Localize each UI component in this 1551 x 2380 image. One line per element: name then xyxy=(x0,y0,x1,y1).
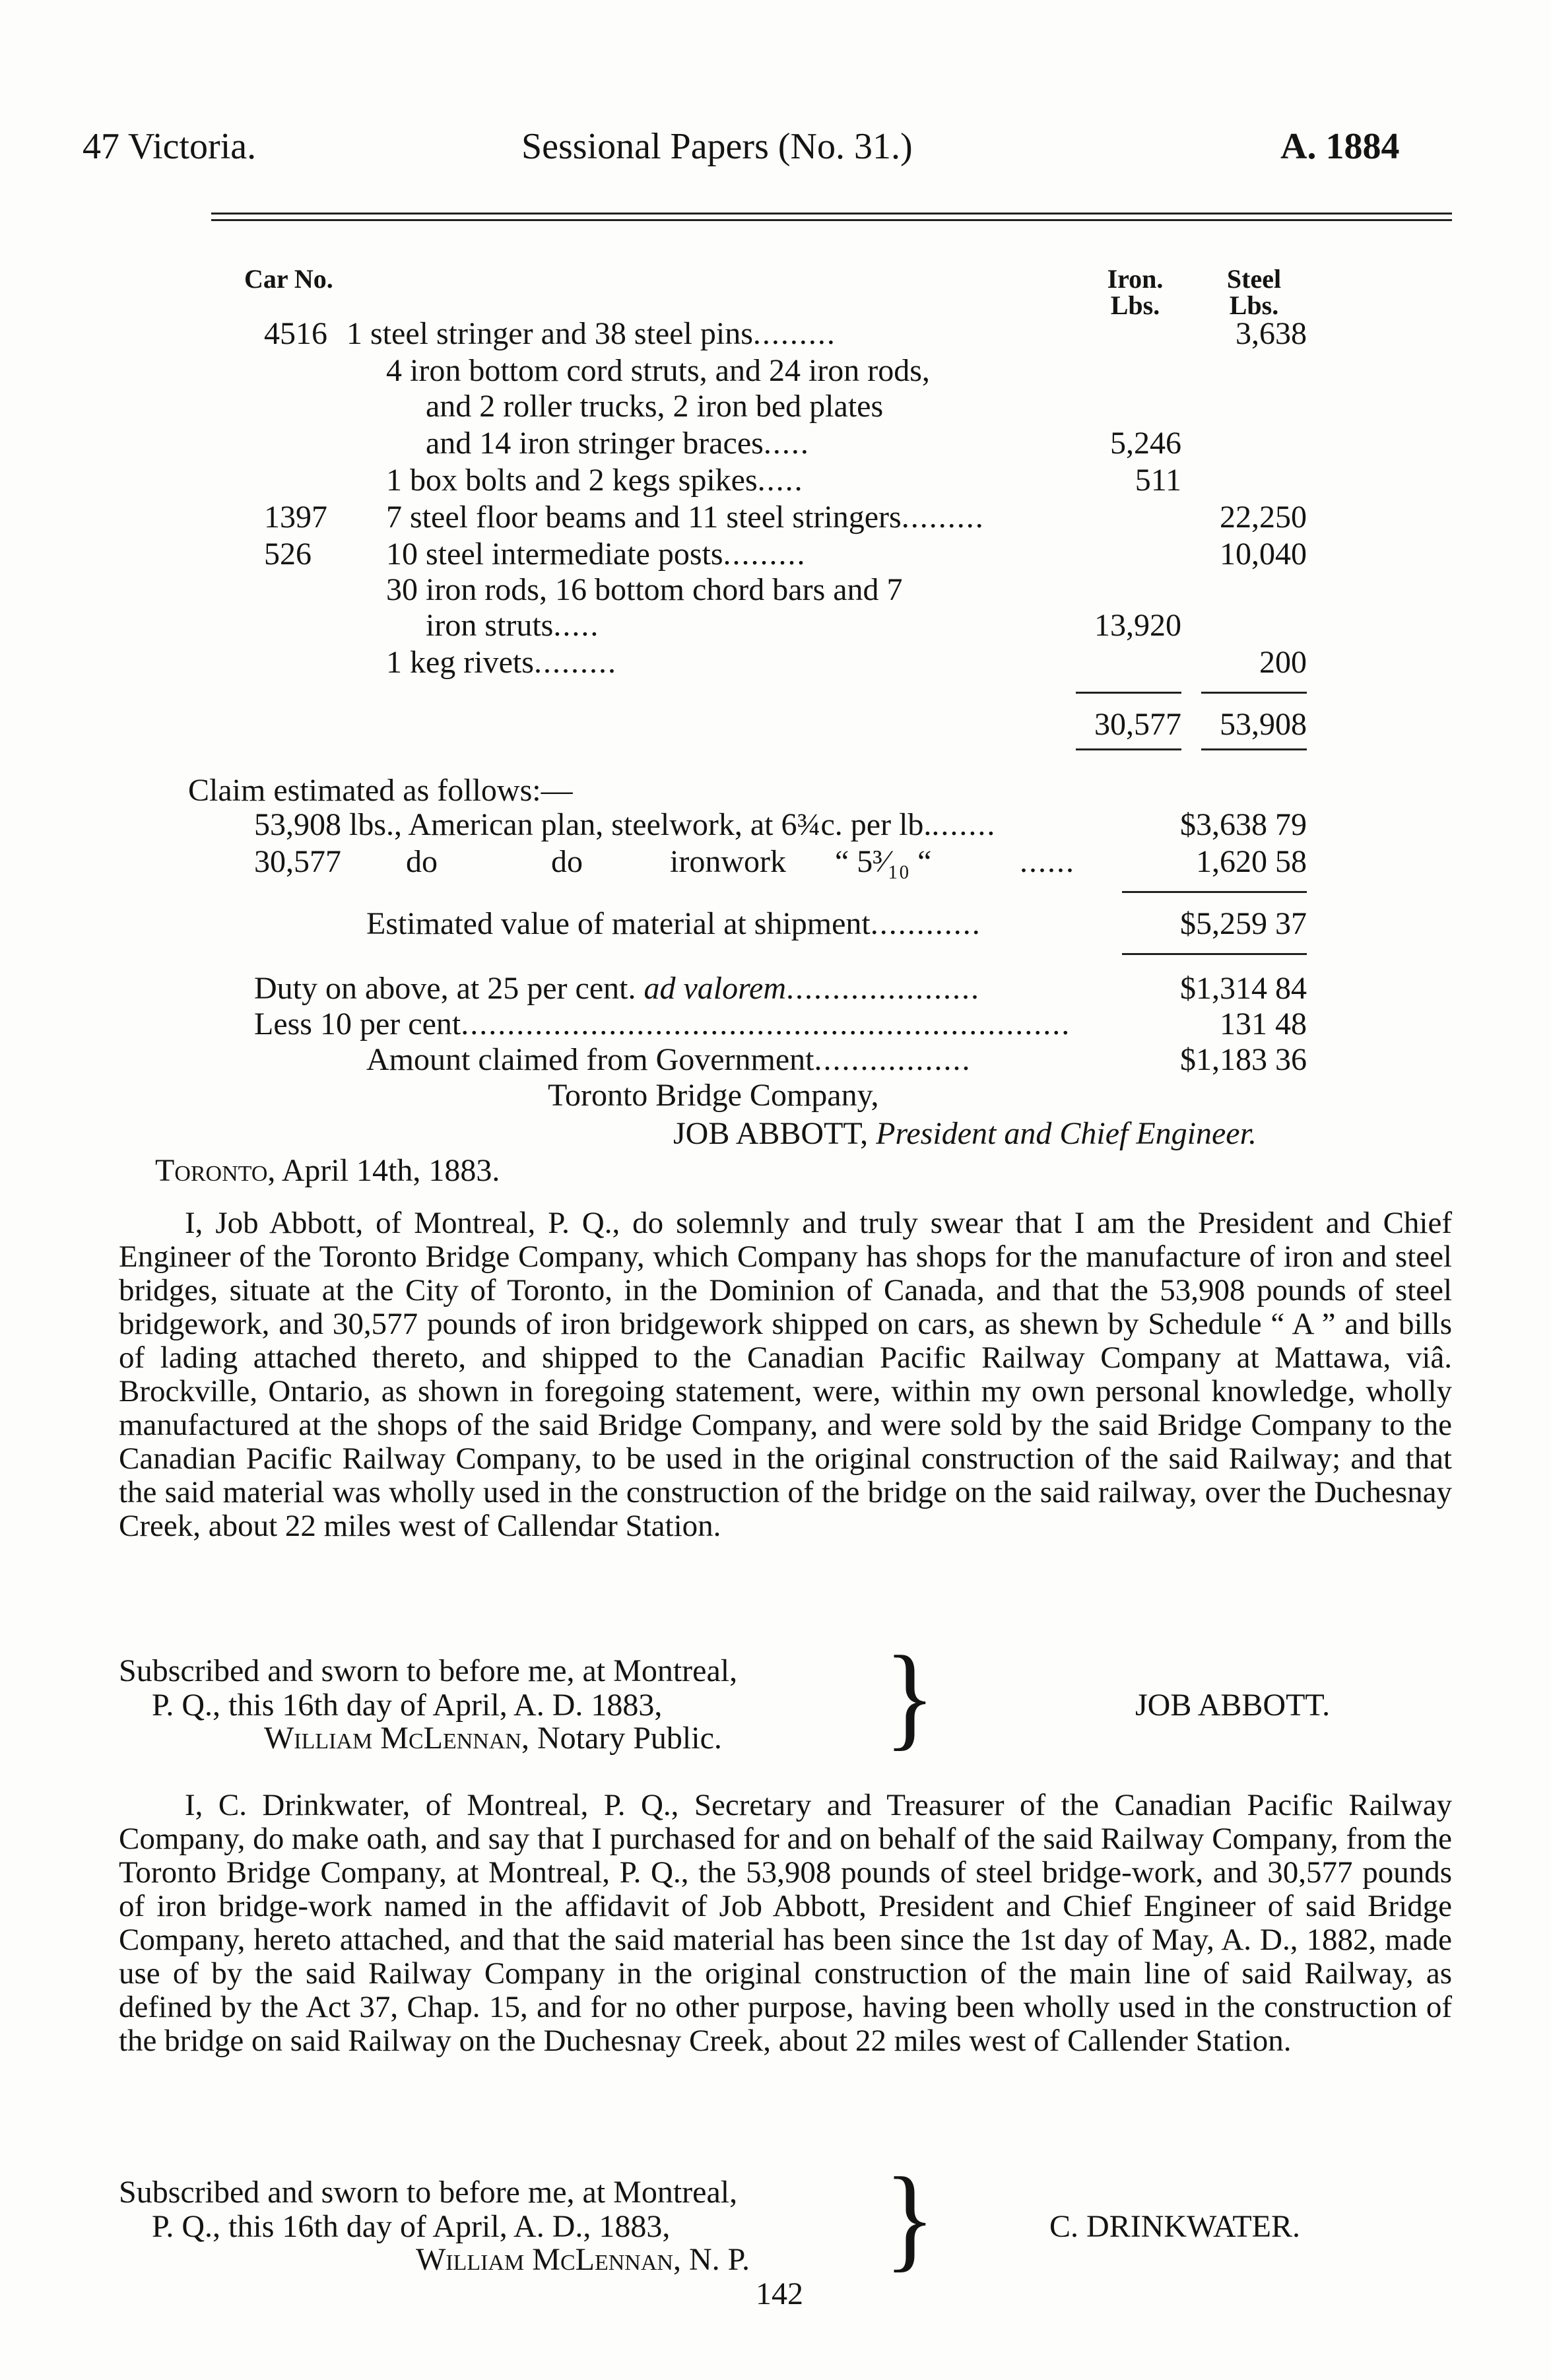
less-amount: 131 48 xyxy=(1220,1007,1307,1041)
duty-italic: ad valorem xyxy=(644,971,786,1006)
claim-line-2-item: ironwork xyxy=(670,844,786,879)
claim-intro: Claim estimated as follows:— xyxy=(188,773,573,808)
steel-lbs: 22,250 xyxy=(1220,500,1307,535)
claim-line-2-do1: do xyxy=(406,844,438,879)
row-description-text: and 14 iron stringer braces xyxy=(426,426,764,461)
iron-lbs: 13,920 xyxy=(1094,608,1181,643)
estimated-value-line: Estimated value of material at shipment............ xyxy=(366,906,981,941)
row-description: 10 steel intermediate posts......... xyxy=(386,537,807,572)
duty-amount: $1,314 84 xyxy=(1180,971,1307,1006)
signer-name: JOB ABBOTT, xyxy=(673,1116,869,1151)
table-row xyxy=(0,499,1551,536)
total-steel: 53,908 xyxy=(1220,707,1307,742)
affidavit-abbott-notary xyxy=(264,1720,722,1756)
notary-title: , Notary Public. xyxy=(521,1721,722,1756)
affidavit-abbott-signature: JOB ABBOTT. xyxy=(1135,1688,1331,1723)
affidavit-drinkwater-notary xyxy=(416,2241,750,2278)
row-description: 1 keg rivets......... xyxy=(386,645,617,680)
iron-total-rule xyxy=(1076,692,1181,694)
car-number: 4516 xyxy=(264,316,327,351)
claim-line-1-amount: $3,638 79 xyxy=(1180,807,1307,842)
notary-name: William McLennan xyxy=(264,1721,521,1756)
col-steel-heading: Steel xyxy=(1226,264,1282,294)
row-description-text: 7 steel floor beams and 11 steel stringers xyxy=(386,500,902,535)
header-rule-top xyxy=(211,213,1452,215)
less-label: Less 10 per cent xyxy=(254,1007,461,1041)
page-header xyxy=(0,125,1551,172)
row-description: iron struts..... xyxy=(426,608,600,643)
affidavit-abbott-sworn-1: Subscribed and sworn to before me, at Montreal, xyxy=(119,1653,738,1688)
duty-label: Duty on above, at 25 per cent. xyxy=(254,971,636,1006)
place-date-place: Toronto xyxy=(155,1153,268,1188)
iron-total-rule-under xyxy=(1076,748,1181,750)
header-title: Sessional Papers (No. 31.) xyxy=(521,126,913,167)
car-number: 526 xyxy=(264,537,312,572)
row-description-text: 10 steel intermediate posts xyxy=(386,537,723,572)
place-date xyxy=(155,1152,500,1189)
iron-lbs: 511 xyxy=(1135,463,1181,498)
affidavit-abbott-sworn-2: P. Q., this 16th day of April, A. D. 1883, xyxy=(152,1688,663,1723)
affidavit-drinkwater-sworn-2: P. Q., this 16th day of April, A. D., 1883, xyxy=(152,2209,671,2244)
estimated-value-amount: $5,259 37 xyxy=(1180,906,1307,941)
affidavit-abbott-brace: } xyxy=(884,1632,935,1761)
affidavit-drinkwater-signature: C. DRINKWATER. xyxy=(1049,2209,1300,2244)
claim-line-1-text: 53,908 lbs., American plan, steelwork, at 6¾c. per lb. xyxy=(254,807,932,842)
header-year: A. 1884 xyxy=(1280,126,1400,167)
estimated-rule xyxy=(1122,953,1307,955)
affidavit-abbott-text: I, Job Abbott, of Montreal, P. Q., do solemnly and truly swear that I am the President and Chief Engineer of the Toronto Bridge Company, which Company has shops for the manufacture of iron and steel bridges, situate at the City of Toronto, in the Dominion of Canada, and that the 53,908 pounds of steel bridgework, and 30,577 pounds of iron bridgework shipped on cars, as shewn by Schedule “ A ” and bills of lading attached thereto, and shipped to the Canadian Pacific Railway Company at Mattawa, viâ. Brockville, Ontario, as shown in foregoing statement, were, within my own personal knowledge, wholly manufactured at the shops of the said Bridge Company, and were sold by the said Bridge Company to the Canadian Pacific Railway Company, to be used in the original construction of the said Railway; and that the said material was wholly used in the construction of the bridge on the said railway, over the Duchesnay Creek, about 22 miles west of Callendar Station. xyxy=(119,1206,1452,1543)
less-line: Less 10 per cent.................................................................. xyxy=(254,1007,1071,1041)
header-session: 47 Victoria. xyxy=(82,126,257,167)
table-totals xyxy=(0,706,1551,743)
claim-signature xyxy=(673,1115,1257,1152)
place-date-rest: , April 14th, 1883. xyxy=(267,1153,500,1188)
duty-line: Duty on above, at 25 per cent. ad valorem..................... xyxy=(254,971,980,1006)
row-description-text: and 2 roller trucks, 2 iron bed plates xyxy=(426,389,884,424)
claim-line-1: 53,908 lbs., American plan, steelwork, at 6¾c. per lb........ xyxy=(254,807,997,842)
row-description: 7 steel floor beams and 11 steel stringers......... xyxy=(386,500,985,535)
total-iron: 30,577 xyxy=(1094,707,1181,742)
col-iron-heading: Iron. xyxy=(1107,264,1164,294)
claim-line-2-rate: “ 5³⁄₁₀ “ xyxy=(835,844,932,879)
row-description: and 14 iron stringer braces..... xyxy=(426,426,810,461)
notary-title-2: , N. P. xyxy=(673,2242,750,2277)
claim-subtotal-rule xyxy=(1122,891,1307,893)
col-steel-unit: Lbs. xyxy=(1229,290,1279,320)
affidavit-drinkwater-text: I, C. Drinkwater, of Montreal, P. Q., Secretary and Treasurer of the Canadian Pacific Railway Company, do make oath, and say that I purchased for and on behalf of the said Railway Company, from the Toronto Bridge Company, at Montreal, P. Q., the 53,908 pounds of steel bridge-work, and 30,577 pounds of iron bridge-work named in the affidavit of Job Abbott, President and Chief Engineer of said Bridge Company, hereto attached, and that the said material has been since the 1st day of May, A. D., 1882, made use of by the said Railway Company in the original construction of the main line of said Railway, as defined by the Act 37, Chap. 15, and for no other purpose, having been wholly used in the construction of the bridge on said Railway on the Duchesnay Creek, about 22 miles west of Callender Station. xyxy=(119,1788,1452,2058)
col-iron-unit: Lbs. xyxy=(1110,290,1160,320)
steel-lbs: 200 xyxy=(1259,645,1307,680)
table-row xyxy=(0,315,1551,352)
page-number: 142 xyxy=(756,2276,803,2311)
header-rule-bottom xyxy=(211,219,1452,221)
table-row xyxy=(0,352,1551,389)
affidavit-drinkwater-brace: } xyxy=(884,2153,935,2282)
row-description-text: 30 iron rods, 16 bottom chord bars and 7 xyxy=(386,572,903,607)
row-description xyxy=(386,352,930,389)
claimed-amount: $1,183 36 xyxy=(1180,1042,1307,1077)
table-row xyxy=(0,644,1551,681)
row-description xyxy=(386,572,903,608)
car-number: 1397 xyxy=(264,500,327,535)
company-name: Toronto Bridge Company, xyxy=(548,1078,879,1113)
row-description: 1 steel stringer and 38 steel pins......... xyxy=(346,316,836,351)
table-row xyxy=(0,607,1551,644)
row-description-text: 1 box bolts and 2 kegs spikes xyxy=(386,463,758,498)
claim-line-2-do2: do xyxy=(551,844,583,879)
claim-line-2-qty: 30,577 xyxy=(254,844,341,879)
row-description-text: iron struts xyxy=(426,608,554,643)
signer-title: President and Chief Engineer. xyxy=(876,1116,1257,1151)
row-description-text: 1 keg rivets xyxy=(386,645,534,680)
steel-lbs: 3,638 xyxy=(1236,316,1307,351)
steel-lbs: 10,040 xyxy=(1220,537,1307,572)
row-description xyxy=(426,388,883,424)
affidavit-drinkwater-sworn-1: Subscribed and sworn to before me, at Montreal, xyxy=(119,2175,738,2210)
row-description-text: 1 steel stringer and 38 steel pins xyxy=(346,316,753,351)
table-row xyxy=(0,572,1551,609)
claimed-label: Amount claimed from Government xyxy=(366,1042,814,1077)
notary-name-2: William McLennan xyxy=(416,2242,673,2277)
col-car-heading: Car No. xyxy=(244,264,333,294)
row-description: 1 box bolts and 2 kegs spikes..... xyxy=(386,463,804,498)
iron-lbs: 5,246 xyxy=(1110,426,1181,461)
table-row xyxy=(0,462,1551,499)
row-description-text: 4 iron bottom cord struts, and 24 iron rods, xyxy=(386,353,930,388)
steel-total-rule xyxy=(1201,692,1307,694)
table-row xyxy=(0,388,1551,425)
claimed-line: Amount claimed from Government................. xyxy=(366,1042,972,1077)
claim-line-2-amount: 1,620 58 xyxy=(1196,844,1307,879)
estimated-value-label: Estimated value of material at shipment xyxy=(366,906,871,941)
steel-total-rule-under xyxy=(1201,748,1307,750)
table-row xyxy=(0,536,1551,573)
table-row xyxy=(0,425,1551,462)
